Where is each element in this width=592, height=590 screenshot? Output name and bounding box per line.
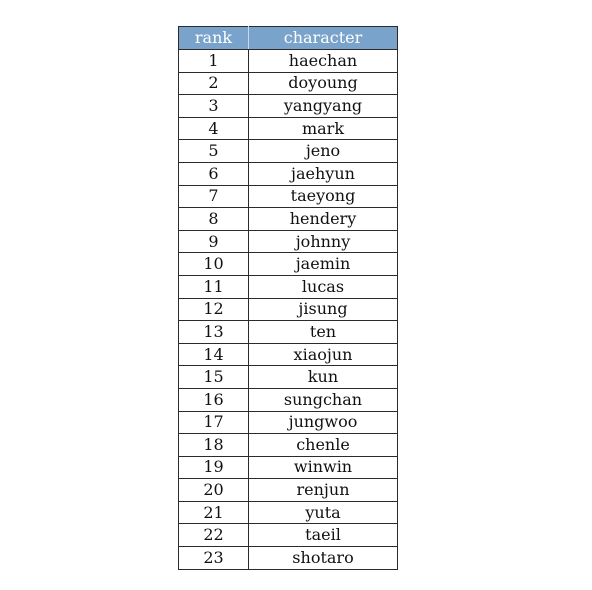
table-row <box>179 95 398 118</box>
rank-cell: 6 <box>179 162 249 185</box>
character-cell: doyoung <box>249 72 398 95</box>
character-cell: jisung <box>249 298 398 321</box>
rank-cell: 16 <box>179 388 249 411</box>
character-cell: yuta <box>249 501 398 524</box>
header-character: character <box>249 27 398 50</box>
rank-cell: 10 <box>179 253 249 276</box>
character-cell: chenle <box>249 434 398 457</box>
table-row <box>179 547 398 570</box>
table-row <box>179 208 398 231</box>
character-cell: yangyang <box>249 95 398 118</box>
table-body <box>179 50 398 570</box>
table-row <box>179 456 398 479</box>
character-cell: taeil <box>249 524 398 547</box>
table-row <box>179 501 398 524</box>
table-row <box>179 50 398 73</box>
rank-cell: 12 <box>179 298 249 321</box>
table-row <box>179 162 398 185</box>
table-row <box>179 117 398 140</box>
rank-cell: 5 <box>179 140 249 163</box>
table-row <box>179 321 398 344</box>
character-cell: jungwoo <box>249 411 398 434</box>
table-row <box>179 479 398 502</box>
rank-cell: 1 <box>179 50 249 73</box>
header-row <box>179 27 398 50</box>
character-cell: jaemin <box>249 253 398 276</box>
rank-cell: 13 <box>179 321 249 344</box>
table-row <box>179 275 398 298</box>
rank-cell: 18 <box>179 434 249 457</box>
rank-table <box>178 26 398 570</box>
rank-cell: 9 <box>179 230 249 253</box>
table-row <box>179 434 398 457</box>
character-cell: mark <box>249 117 398 140</box>
rank-cell: 8 <box>179 208 249 231</box>
character-cell: winwin <box>249 456 398 479</box>
rank-cell: 23 <box>179 547 249 570</box>
rank-cell: 3 <box>179 95 249 118</box>
rank-cell: 20 <box>179 479 249 502</box>
rank-cell: 2 <box>179 72 249 95</box>
table-row <box>179 411 398 434</box>
character-cell: haechan <box>249 50 398 73</box>
character-cell: shotaro <box>249 547 398 570</box>
table-row <box>179 524 398 547</box>
character-cell: jeno <box>249 140 398 163</box>
character-cell: kun <box>249 366 398 389</box>
rank-cell: 4 <box>179 117 249 140</box>
character-cell: renjun <box>249 479 398 502</box>
character-cell: ten <box>249 321 398 344</box>
table-header <box>179 27 398 50</box>
rank-cell: 7 <box>179 185 249 208</box>
table-row <box>179 230 398 253</box>
rank-cell: 17 <box>179 411 249 434</box>
character-cell: johnny <box>249 230 398 253</box>
rank-cell: 14 <box>179 343 249 366</box>
character-cell: sungchan <box>249 388 398 411</box>
table-row <box>179 298 398 321</box>
table-row <box>179 343 398 366</box>
character-cell: hendery <box>249 208 398 231</box>
table-row <box>179 366 398 389</box>
character-cell: taeyong <box>249 185 398 208</box>
table-row <box>179 388 398 411</box>
table-row <box>179 185 398 208</box>
rank-cell: 21 <box>179 501 249 524</box>
character-cell: jaehyun <box>249 162 398 185</box>
character-cell: xiaojun <box>249 343 398 366</box>
rank-cell: 15 <box>179 366 249 389</box>
table-row <box>179 253 398 276</box>
rank-cell: 22 <box>179 524 249 547</box>
header-rank: rank <box>179 27 249 50</box>
table-row <box>179 72 398 95</box>
table-row <box>179 140 398 163</box>
rank-cell: 11 <box>179 275 249 298</box>
rank-cell: 19 <box>179 456 249 479</box>
character-cell: lucas <box>249 275 398 298</box>
